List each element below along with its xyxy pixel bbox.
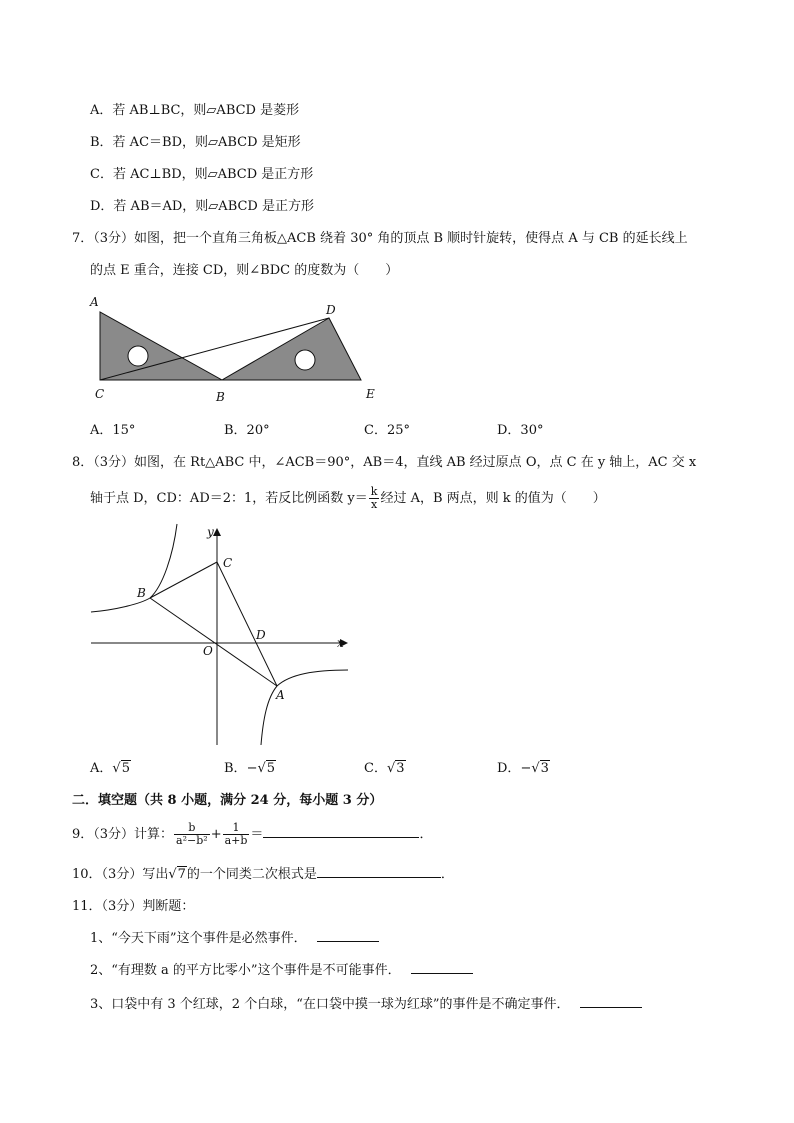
q9-fraction-2: [223, 822, 250, 847]
q9-fraction-2-den: a+b: [224, 834, 248, 847]
q8-stem-line2-pre: 轴于点 D，CD：AD＝2：1，若反比例函数 y＝: [90, 491, 368, 506]
q8-option-d-prefix: D．: [497, 761, 521, 776]
q6-option-c: C．若 AC⊥BD，则▱ABCD 是正方形: [90, 167, 314, 182]
q9-stem: [72, 822, 432, 848]
y-axis-arrow: [213, 528, 221, 536]
q10-radicand: 7: [177, 867, 186, 882]
q10-stem: [72, 866, 454, 884]
q11-item-1: [90, 930, 379, 948]
sqrt-icon: √5: [257, 761, 276, 776]
q8-option-c: [364, 760, 406, 778]
sqrt-icon: √5: [112, 761, 130, 776]
q8-fraction-num: k: [370, 485, 378, 498]
hyperbola-branch-right: [261, 670, 348, 745]
q7-triangle-figure: [85, 290, 385, 410]
q9-prefix: 9．（3分）计算：: [72, 827, 174, 842]
label-a: A: [276, 688, 285, 702]
q7-option-b: B．20°: [224, 423, 270, 438]
q9-fraction-1-den: a²−b²: [176, 834, 208, 847]
label-d: D: [326, 303, 336, 317]
q7-stem-line2: 的点 E 重合，连接 CD，则∠BDC 的度数为（ ）: [90, 263, 399, 278]
triangle-acb: [100, 312, 222, 380]
label-d: D: [256, 628, 266, 642]
triangle-dbe: [222, 318, 361, 380]
q8-option-d-radicand: 3: [540, 761, 549, 776]
q6-option-d: D．若 AB＝AD，则▱ABCD 是正方形: [90, 199, 314, 214]
q10-answer-blank[interactable]: [317, 877, 441, 878]
q7-stem-line1: 7．（3分）如图，把一个直角三角板△ACB 绕着 30° 角的顶点 B 顺时针旋转，使得点 A 与 CB 的延长线上: [72, 231, 688, 246]
q11-item-3: [90, 996, 642, 1014]
q7-option-d: D．30°: [497, 423, 544, 438]
q9-equals: ＝: [250, 827, 264, 842]
label-c: C: [95, 387, 105, 401]
sqrt-icon: √7: [168, 867, 186, 882]
q11-item-2-blank[interactable]: [411, 973, 473, 974]
q11-item-3-text: 3、口袋中有 3 个红球，2 个白球，“在口袋中摸一球为红球”的事件是不确定事件．: [90, 997, 570, 1012]
section-title-fill-in: 二．填空题（共 8 小题，满分 24 分，每小题 3 分）: [72, 793, 383, 808]
triangle-hole-left: [128, 346, 148, 366]
label-o: O: [203, 644, 213, 658]
q9-end: ．: [419, 827, 433, 842]
label-c: C: [223, 556, 233, 570]
q11-item-1-blank[interactable]: [317, 941, 379, 942]
q8-option-c-prefix: C．: [364, 761, 387, 776]
q10-prefix: 10．（3分）写出: [72, 867, 169, 882]
q6-option-b: B．若 AC＝BD，则▱ABCD 是矩形: [90, 135, 301, 150]
q8-option-a: [90, 760, 131, 778]
label-a: A: [90, 295, 99, 309]
q8-coordinate-figure: [85, 520, 360, 750]
q11-item-1-text: 1、“今天下雨”这个事件是必然事件．: [90, 931, 307, 946]
sqrt-icon: √3: [531, 761, 549, 776]
label-x: x: [337, 636, 344, 650]
q8-stem-line1: 8．（3分）如图，在 Rt△ABC 中，∠ACB＝90°，AB＝4，直线 AB 经过原点 O，点 C 在 y 轴上，AC 交 x: [72, 455, 697, 470]
q8-fraction: [369, 486, 380, 511]
q8-option-b: [224, 760, 276, 778]
q8-fraction-den: x: [370, 498, 378, 511]
q9-answer-blank[interactable]: [263, 837, 419, 838]
q11-item-2-text: 2、“有理数 a 的平方比零小”这个事件是不可能事件．: [90, 963, 401, 978]
q11-item-3-blank[interactable]: [580, 1007, 642, 1008]
q7-option-c: C．25°: [364, 423, 410, 438]
q8-stem-line2-post: 经过 A，B 两点，则 k 的值为（ ）: [380, 491, 606, 506]
q8-option-c-radicand: 3: [396, 761, 405, 776]
q6-option-a: A．若 AB⊥BC，则▱ABCD 是菱形: [90, 103, 300, 118]
q8-option-b-prefix: B．: [224, 761, 247, 776]
q8-option-d: [497, 760, 550, 778]
label-e: E: [366, 387, 375, 401]
q8-option-a-radicand: 5: [121, 761, 130, 776]
q7-option-a: A．15°: [90, 423, 136, 438]
q9-fraction-1: [174, 822, 210, 847]
sqrt-icon: √3: [386, 761, 405, 776]
label-b: B: [137, 586, 146, 600]
q10-end: ．: [440, 867, 454, 882]
q9-plus: +: [210, 827, 222, 842]
q9-fraction-1-num: b: [174, 822, 210, 835]
q8-option-b-sign: −: [246, 761, 258, 776]
q11-item-2: [90, 962, 473, 980]
q9-fraction-2-num: 1: [223, 822, 250, 835]
q10-suffix: 的一个同类二次根式是: [186, 867, 317, 882]
hyperbola-branch-left: [91, 524, 177, 612]
q8-stem-line2: [90, 486, 606, 511]
q8-option-b-radicand: 5: [266, 761, 276, 776]
q8-option-a-prefix: A．: [90, 761, 113, 776]
segment-bc: [150, 562, 217, 598]
q8-option-d-sign: −: [520, 761, 532, 776]
triangle-hole-right: [295, 350, 315, 370]
segment-ca: [217, 562, 277, 686]
segment-ab: [150, 598, 277, 686]
label-b: B: [216, 390, 225, 404]
q11-title: 11．（3分）判断题：: [72, 899, 195, 914]
label-y: y: [207, 525, 214, 539]
